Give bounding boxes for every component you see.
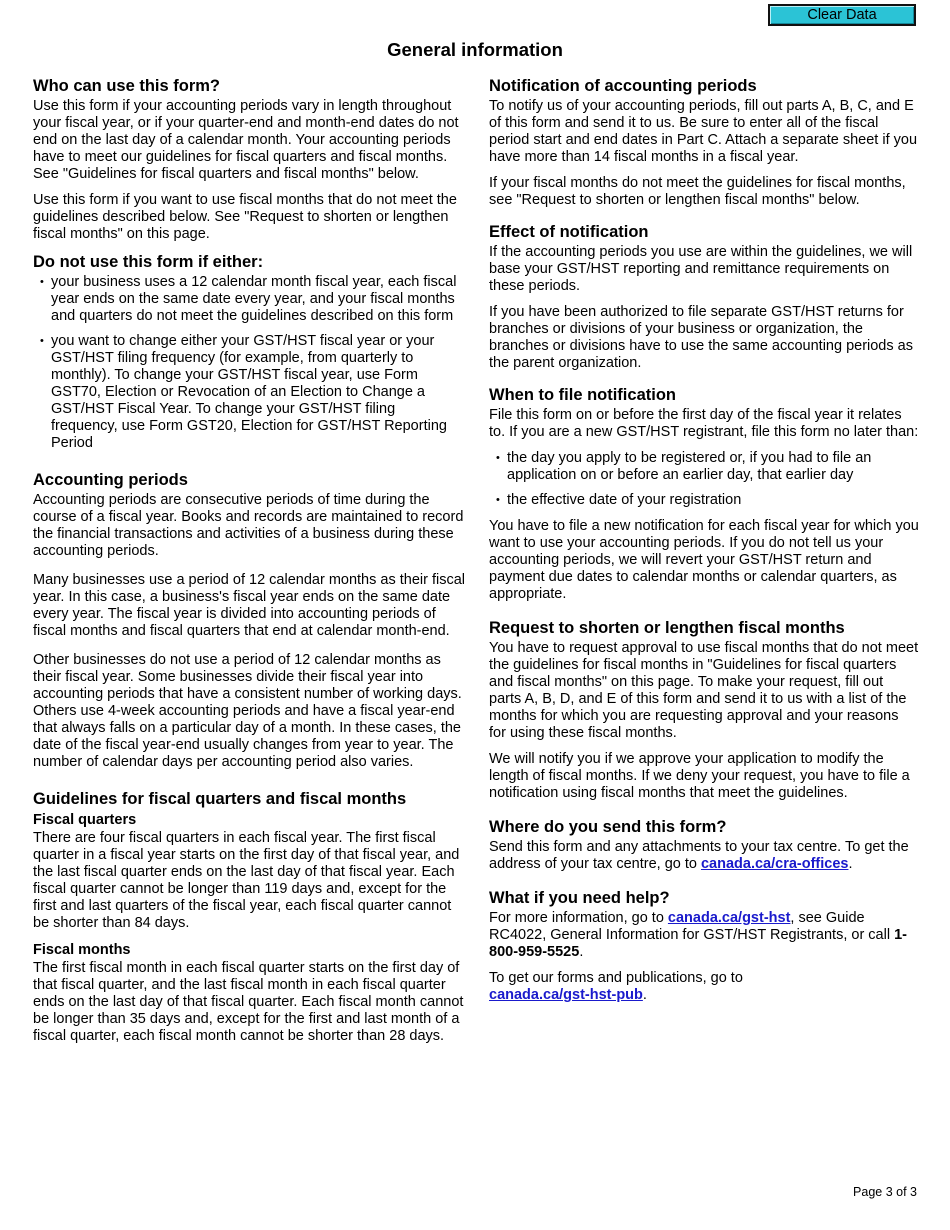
notification-paragraph-2: If your fiscal months do not meet the guidelines for fiscal months, see "Request to shorten or lengthen fiscal months" below. bbox=[489, 175, 906, 208]
accounting-periods-paragraph-3: Other businesses do not use a period of 12 calendar months as their fiscal year. Some businesses divide their fiscal year into accounting periods that have a consistent number of working days. Others use 4-week accounting periods and have a fiscal year-end that always falls on a particular day of a month. In these cases, the date of the fiscal year-end usually changes from year to year. The number of calendar days per accounting period also varies. bbox=[33, 652, 462, 770]
when-to-file-section bbox=[489, 385, 919, 603]
punctuation: . bbox=[579, 944, 584, 960]
list-item: • your business uses a 12 calendar month fiscal year, each fiscal year ends on the same date every year, and your fiscal months and quarters do not meet the guidelines described on this form bbox=[51, 274, 465, 325]
when-to-file-list bbox=[489, 450, 919, 509]
cra-offices-link[interactable]: canada.ca/cra-offices bbox=[700, 856, 849, 872]
accounting-periods-paragraph-2: Many businesses use a period of 12 calendar months as their fiscal year. In this case, a business's fiscal year ends on the same date every year. The fiscal year is divided into accounting periods of fiscal months and fiscal quarters that end at calendar month-end. bbox=[33, 572, 466, 639]
request-heading: Request to shorten or lengthen fiscal months bbox=[489, 619, 845, 637]
guidelines-heading: Guidelines for fiscal quarters and fiscal months bbox=[33, 790, 407, 808]
punctuation: . bbox=[642, 987, 647, 1003]
guidelines-section bbox=[33, 789, 465, 1045]
list-item: • the day you apply to be registered or, if you had to file an application on or before an earlier day, that earlier day bbox=[507, 450, 919, 484]
help-section bbox=[489, 888, 919, 1004]
spacer bbox=[33, 780, 465, 789]
when-to-file-paragraph-2: You have to file a new notification for each fiscal year for which you want to use your accounting periods. If you do not tell us your accounting periods, we will revert your GST/HST return and payment due dates to calendar months or calendar quarters, as appropriate. bbox=[489, 518, 919, 602]
gst-hst-pub-link[interactable]: canada.ca/gst-hst-pub bbox=[489, 987, 643, 1003]
who-can-use-section bbox=[33, 76, 465, 243]
fiscal-quarters-heading: Fiscal quarters bbox=[33, 812, 137, 828]
gst-hst-link[interactable]: canada.ca/gst-hst bbox=[667, 910, 791, 926]
when-to-file-paragraph-1: File this form on or before the first day of the fiscal year it relates to. If you are a new GST/HST registrant, file this form no later than: bbox=[489, 407, 919, 440]
clear-data-button[interactable]: Clear Data bbox=[768, 4, 916, 26]
list-item: • you want to change either your GST/HST fiscal year or your GST/HST filing frequency (for example, from quarterly to monthly). To change your GST/HST fiscal year, use Form GST70, Election or Revocation of an Election to Change a GST/HST Fiscal Year. To change your GST/HST filing frequency, use Form GST20, Election for GST/HST Reporting Period bbox=[51, 333, 465, 452]
where-to-send-paragraph bbox=[489, 839, 919, 873]
do-not-use-heading: Do not use this form if either: bbox=[33, 253, 264, 271]
accounting-periods-paragraph-1: Accounting periods are consecutive periods of time during the course of a fiscal year. Books and records are maintained to record the financial transactions and activities of a business during these accounting periods. bbox=[33, 492, 464, 559]
who-can-use-paragraph-1: Use this form if your accounting periods vary in length throughout your fiscal year, or if your quarter-end and month-end dates do not end on the last day of a calendar month. Your accounting periods have to meet our guidelines for fiscal quarters and fiscal months. See "Guidelines for fiscal quarters and fiscal months" below. bbox=[33, 98, 459, 182]
do-not-use-section bbox=[33, 252, 465, 452]
effect-heading: Effect of notification bbox=[489, 223, 649, 241]
accounting-periods-heading: Accounting periods bbox=[33, 471, 188, 489]
do-not-use-list bbox=[33, 274, 465, 452]
list-item: • the effective date of your registration bbox=[507, 492, 919, 509]
right-column bbox=[489, 76, 919, 1013]
where-to-send-text: Send this form and any attachments to your tax centre. To get the address of your tax centre, go to bbox=[489, 839, 909, 872]
effect-paragraph-1: If the accounting periods you use are within the guidelines, we will base your GST/HST reporting and remittance requirements on these periods. bbox=[489, 244, 913, 294]
help-paragraph-2 bbox=[489, 970, 759, 1004]
fiscal-quarters-paragraph: There are four fiscal quarters in each fiscal year. The first fiscal quarter in a fiscal year starts on the first day of that fiscal year, and the last fiscal quarter ends on the last day of that fiscal year. Each fiscal quarter cannot be longer than 119 days and, except for the first and last quarters of the fiscal year, each fiscal quarter cannot be shorter than 84 days. bbox=[33, 830, 460, 931]
phone-number: 1-800-959-5525 bbox=[489, 927, 907, 960]
request-paragraph-2: We will notify you if we approve your application to modify the length of fiscal months. If we deny your request, you have to file a notification using fiscal months that meet the guidelines. bbox=[489, 751, 910, 801]
effect-paragraph-2: If you have been authorized to file separate GST/HST returns for branches or divisions of your business or organization, the branches or divisions have to use the same accounting periods as the parent organization. bbox=[489, 304, 913, 371]
accounting-periods-section bbox=[33, 470, 465, 771]
notification-heading: Notification of accounting periods bbox=[489, 77, 757, 95]
spacer bbox=[33, 461, 465, 470]
help-text: To get our forms and publications, go to bbox=[489, 970, 743, 986]
effect-section bbox=[489, 222, 919, 372]
help-heading: What if you need help? bbox=[489, 889, 670, 907]
who-can-use-heading: Who can use this form? bbox=[33, 77, 221, 95]
notification-paragraph-1: To notify us of your accounting periods, fill out parts A, B, C, and E of this form and send it to us. Be sure to enter all of the fiscal period start and end dates in Part C. Attach a separate sheet if you have more than 14 fiscal months in a fiscal year. bbox=[489, 98, 918, 165]
when-to-file-heading: When to file notification bbox=[489, 386, 676, 404]
where-to-send-section bbox=[489, 817, 919, 873]
notification-section bbox=[489, 76, 919, 209]
fiscal-months-paragraph: The first fiscal month in each fiscal quarter starts on the first day of that fiscal quarter, and the last fiscal month in each fiscal quarter ends on the last day of that fiscal quarter. Each fiscal month cannot be longer than 35 days and, except for the first and last month of a fiscal quarter, each fiscal month cannot be shorter than 28 days. bbox=[33, 960, 464, 1044]
help-text: For more information, go to bbox=[489, 910, 668, 926]
request-section bbox=[489, 618, 919, 802]
who-can-use-paragraph-2: Use this form if you want to use fiscal months that do not meet the guidelines described below. See "Request to shorten or lengthen fiscal months" on this page. bbox=[33, 192, 457, 242]
request-paragraph-1: You have to request approval to use fiscal months that do not meet the guidelines for fiscal months in "Guidelines for fiscal quarters and fiscal months" on this page. To make your request, fill out parts A, B, D, and E of this form and send it to us with a list of the months for which you are requesting approval and your reasons for using these fiscal months. bbox=[489, 640, 919, 741]
fiscal-months-heading: Fiscal months bbox=[33, 942, 131, 958]
help-paragraph-1 bbox=[489, 910, 919, 961]
help-text: , see Guide RC4022, General Information for GST/HST Registrants, or call bbox=[489, 910, 895, 943]
page-number: Page 3 of 3 bbox=[853, 1185, 917, 1199]
page-title: General information bbox=[387, 39, 563, 60]
where-to-send-heading: Where do you send this form? bbox=[489, 818, 727, 836]
punctuation: . bbox=[848, 856, 853, 872]
left-column bbox=[33, 76, 465, 1054]
